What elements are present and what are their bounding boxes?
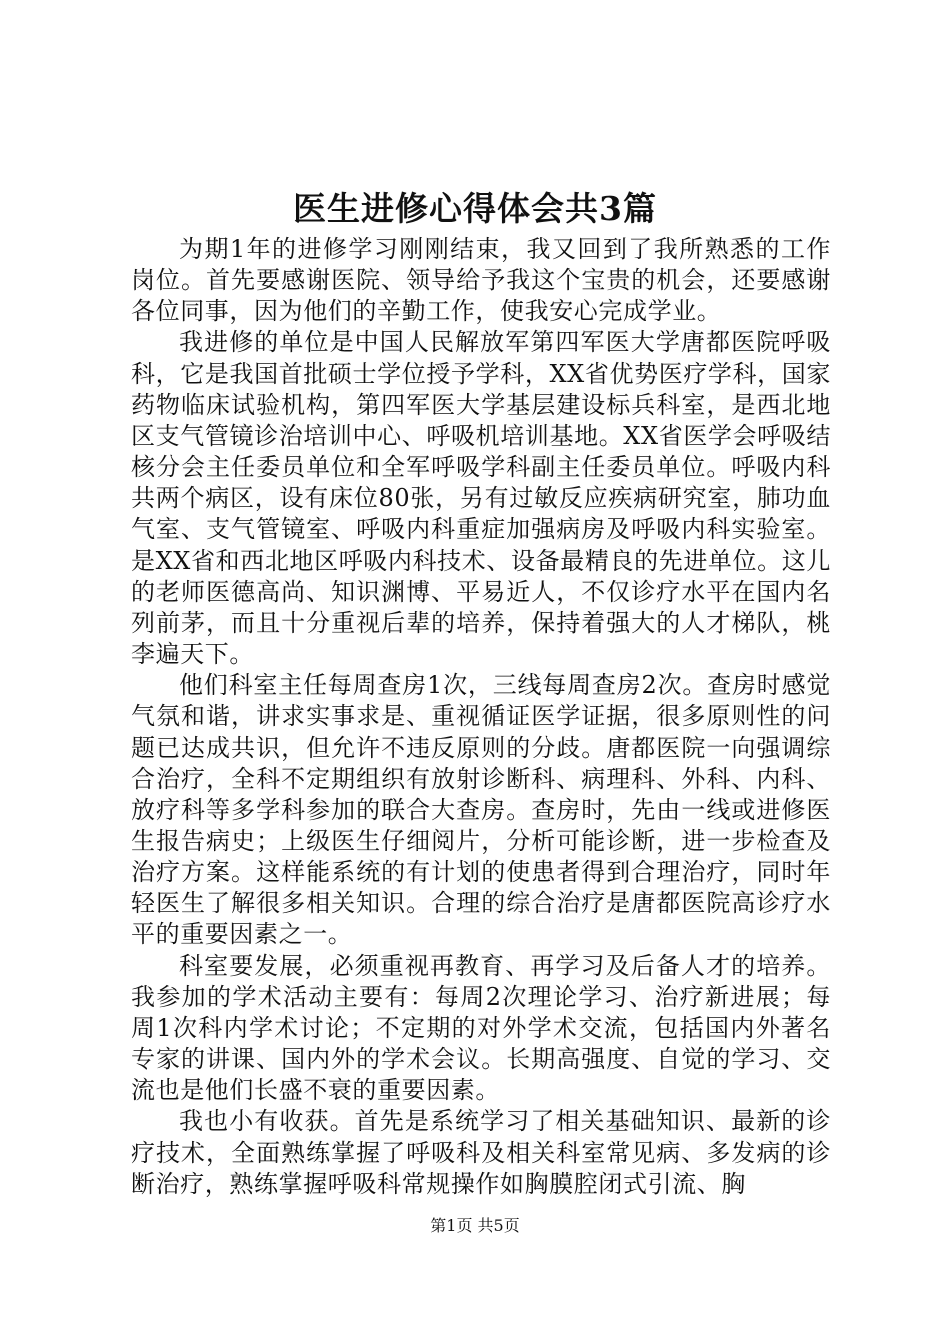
paragraph-intro: 为期1年的进修学习刚刚结束，我又回到了我所熟悉的工作岗位。首先要感谢医院、领导给予我这个宝贵的机会，还要感谢各位同事，因为他们的辛勤工作，使我安心完成学业。 — [131, 235, 831, 326]
document-body — [131, 234, 831, 1200]
paragraph-unit: 我进修的单位是中国人民解放军第四军医大学唐都医院呼吸科，它是我国首批硕士学位授予学科，XX省优势医疗学科，国家药物临床试验机构，第四军医大学基层建设标兵科室，是西北地区支气管镜诊治培训中心、呼吸机培训基地。XX省医学会呼吸结核分会主任委员单位和全军呼吸学科副主任委员单位。呼吸内科共两个病区，设有床位80张，另有过敏反应疾病研究室，肺功血气室、支气管镜室、呼吸内科重症加强病房及呼吸内科实验室。是XX省和西北地区呼吸内科技术、设备最精良的先进单位。这儿的老师医德高尚、知识渊博、平易近人，不仅诊疗水平在国内名列前茅，而且十分重视后辈的培养，保持着强大的人才梯队，桃李遍天下。 — [131, 328, 831, 669]
paragraph-gains: 我也小有收获。首先是系统学习了相关基础知识、最新的诊疗技术，全面熟练掌握了呼吸科及相关科室常见病、多发病的诊断治疗，熟练掌握呼吸科常规操作如胸膜腔闭式引流、胸 — [131, 1107, 831, 1198]
paragraph-rounds: 他们科室主任每周查房1次，三线每周查房2次。查房时感觉气氛和谐，讲求实事求是、重视循证医学证据，很多原则性的问题已达成共识，但允许不违反原则的分歧。唐都医院一向强调综合治疗，全科不定期组织有放射诊断科、病理科、外科、内科、放疗科等多学科参加的联合大查房。查房时，先由一线或进修医生报告病史；上级医生仔细阅片，分析可能诊断，进一步检查及治疗方案。这样能系统的有计划的使患者得到合理治疗，同时年轻医生了解很多相关知识。合理的综合治疗是唐都医院高诊疗水平的重要因素之一。 — [131, 671, 831, 949]
page-footer: 第1页 共5页 — [430, 1216, 520, 1235]
document-title: 医生进修心得体会共3篇 — [293, 189, 657, 228]
paragraph-academic: 科室要发展，必须重视再教育、再学习及后备人才的培养。我参加的学术活动主要有：每周2次理论学习、治疗新进展；每周1次科内学术讨论；不定期的对外学术交流，包括国内外著名专家的讲课、国内外的学术会议。长期高强度、自觉的学习、交流也是他们长盛不衰的重要因素。 — [131, 951, 831, 1105]
